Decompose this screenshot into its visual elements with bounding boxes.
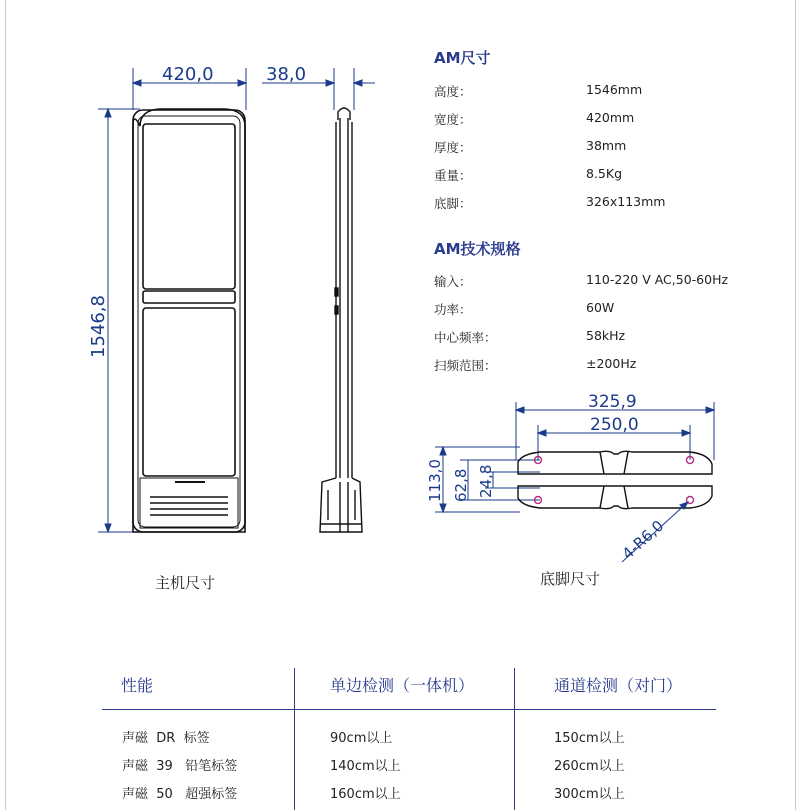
spec-label-depth: 厚度： [434, 140, 472, 155]
base-hole-span-label: 250,0 [590, 415, 639, 435]
spec-value-input: 110-220 V AC,50-60Hz [586, 272, 729, 287]
table-header-channel: 通道检测（对门） [554, 676, 683, 695]
spec-label-sweep: 扫频范围： [434, 358, 497, 373]
height-label: 1546,8 [88, 295, 109, 358]
base-total-width-label: 325,9 [588, 392, 637, 412]
table-header-performance: 性能 [121, 676, 154, 695]
spec-value-width: 420mm [586, 110, 635, 125]
side-view [320, 108, 362, 532]
spec-label-power: 功率： [434, 302, 472, 317]
table-header-single: 单边检测（一体机） [330, 676, 475, 695]
table-cell-single: 90cm以上 [330, 731, 393, 746]
width-label: 420,0 [162, 64, 214, 85]
spec-label-frequency: 中心频率： [434, 330, 497, 345]
main-unit-caption: 主机尺寸 [155, 574, 216, 592]
am-spec-title: AM技术规格 [434, 240, 521, 258]
table-column-divider [294, 668, 295, 810]
table-cell-channel: 150cm以上 [554, 731, 625, 746]
table-cell-tag: 声磁 50 超强标签 [122, 787, 238, 802]
table-column-divider [514, 668, 515, 810]
spec-value-power: 60W [586, 300, 615, 315]
table-cell-channel: 260cm以上 [554, 759, 625, 774]
base-drawing [400, 380, 800, 580]
base-total-depth-label: 113,0 [426, 459, 444, 502]
spec-value-height: 1546mm [586, 82, 643, 97]
table-cell-single: 160cm以上 [330, 787, 401, 802]
table-header-divider [102, 709, 716, 710]
base-outline [518, 451, 712, 508]
base-hole-label: 4-R6,0 [618, 516, 668, 563]
table-cell-tag: 声磁 39 铅笔标签 [122, 759, 238, 774]
spec-value-frequency: 58kHz [586, 328, 626, 343]
spec-label-base: 底脚： [434, 196, 472, 211]
spec-label-input: 输入： [434, 274, 472, 289]
depth-label: 38,0 [266, 64, 307, 85]
spec-label-weight: 重量： [434, 168, 472, 183]
base-caption: 底脚尺寸 [540, 570, 601, 588]
spec-value-weight: 8.5Kg [586, 166, 623, 181]
spec-label-width: 宽度： [434, 112, 472, 127]
base-outer-offset-label: 62,8 [452, 468, 470, 502]
spec-value-base: 326x113mm [586, 194, 666, 209]
base-inner-offset-label: 24,8 [477, 464, 495, 498]
spec-label-height: 高度： [434, 84, 472, 99]
spec-value-sweep: ±200Hz [586, 356, 637, 371]
table-cell-channel: 300cm以上 [554, 787, 625, 802]
am-size-title: AM尺寸 [434, 49, 491, 67]
spec-value-depth: 38mm [586, 138, 627, 153]
front-view [133, 109, 245, 532]
table-cell-tag: 声磁 DR 标签 [122, 731, 210, 746]
main-unit-drawing [0, 0, 420, 560]
table-cell-single: 140cm以上 [330, 759, 401, 774]
